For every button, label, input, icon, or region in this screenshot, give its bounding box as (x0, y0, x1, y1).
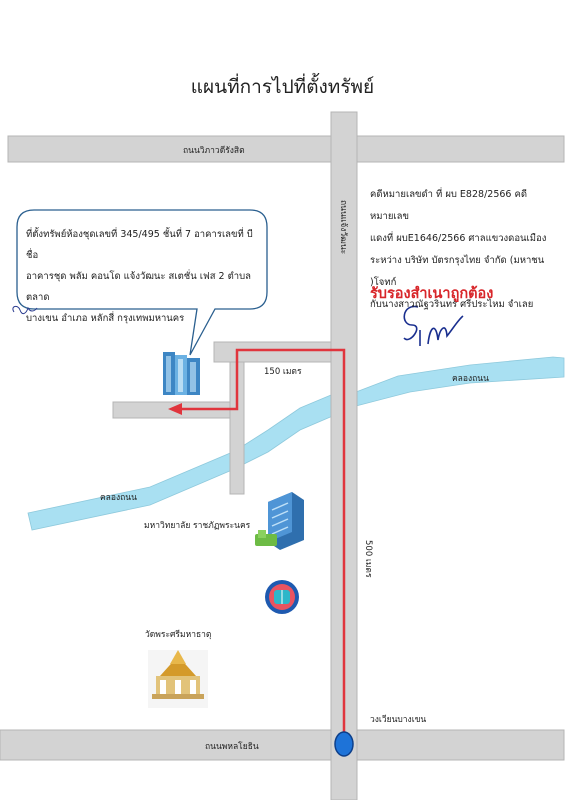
road-label-vertical: ถนนแจ้งวัฒนะ (338, 200, 348, 255)
distance-label-vertical: 500 เมตร (363, 540, 373, 578)
condo-building-icon (163, 352, 200, 395)
roundabout-label: วงเวียนบางเขน (370, 715, 427, 725)
canal-label-right: คลองถนน (452, 374, 489, 384)
map-title: แผนที่การไปที่ตั้งทรัพย์ (190, 76, 375, 98)
case-info-line: ระหว่าง บริษัท บัตรกรุงไทย จำกัด (มหาชน )โจทก์ (370, 255, 545, 288)
case-info-line: แดงที่ ผบE1646/2566 ศาลแขวงดอนเมือง (370, 233, 547, 244)
property-callout-line: อาคารชุด พลัม คอนโด แจ้งวัฒนะ สเตชั่น เฟส 2 ตำบลตลาด (26, 271, 251, 303)
canal-label-left: คลองถนน (100, 493, 137, 503)
university-label: มหาวิทยาลัย ราชภัฏพระนคร (144, 521, 251, 531)
case-info-line: กับนางสาวณัฐวรินทร์ ศรีประไหม จำเลย (370, 299, 534, 310)
temple-label: วัดพระศรีมหาธาตุ (145, 630, 212, 640)
case-info-line: คดีหมายเลขดำ ที่ ผบ E828/2566 คดีหมายเลข (370, 189, 527, 222)
temple-icon (148, 650, 208, 708)
soi-top (214, 342, 331, 362)
road-bottom (0, 730, 564, 760)
office-building-icon (255, 492, 304, 550)
certified-copy-stamp: รับรองสำเนาถูกต้อง (370, 286, 494, 302)
roundabout-marker (335, 732, 353, 756)
property-callout-line: บางเขน อำเภอ หลักสี่ กรุงเทพมหานคร (26, 313, 185, 324)
property-callout-text (26, 224, 254, 329)
distance-label-horizontal: 150 เมตร (264, 367, 302, 377)
road-label-top: ถนนวิภาวดีรังสิต (183, 146, 245, 156)
property-callout-line: ที่ตั้งทรัพย์ห้องชุดเลขที่ 345/495 ชั้นที่ 7 อาคารเลขที่ บี ชื่อ (26, 229, 253, 261)
stadium-icon (265, 580, 299, 614)
road-label-bottom: ถนนพหลโยธิน (205, 742, 259, 752)
road-top (8, 136, 564, 162)
